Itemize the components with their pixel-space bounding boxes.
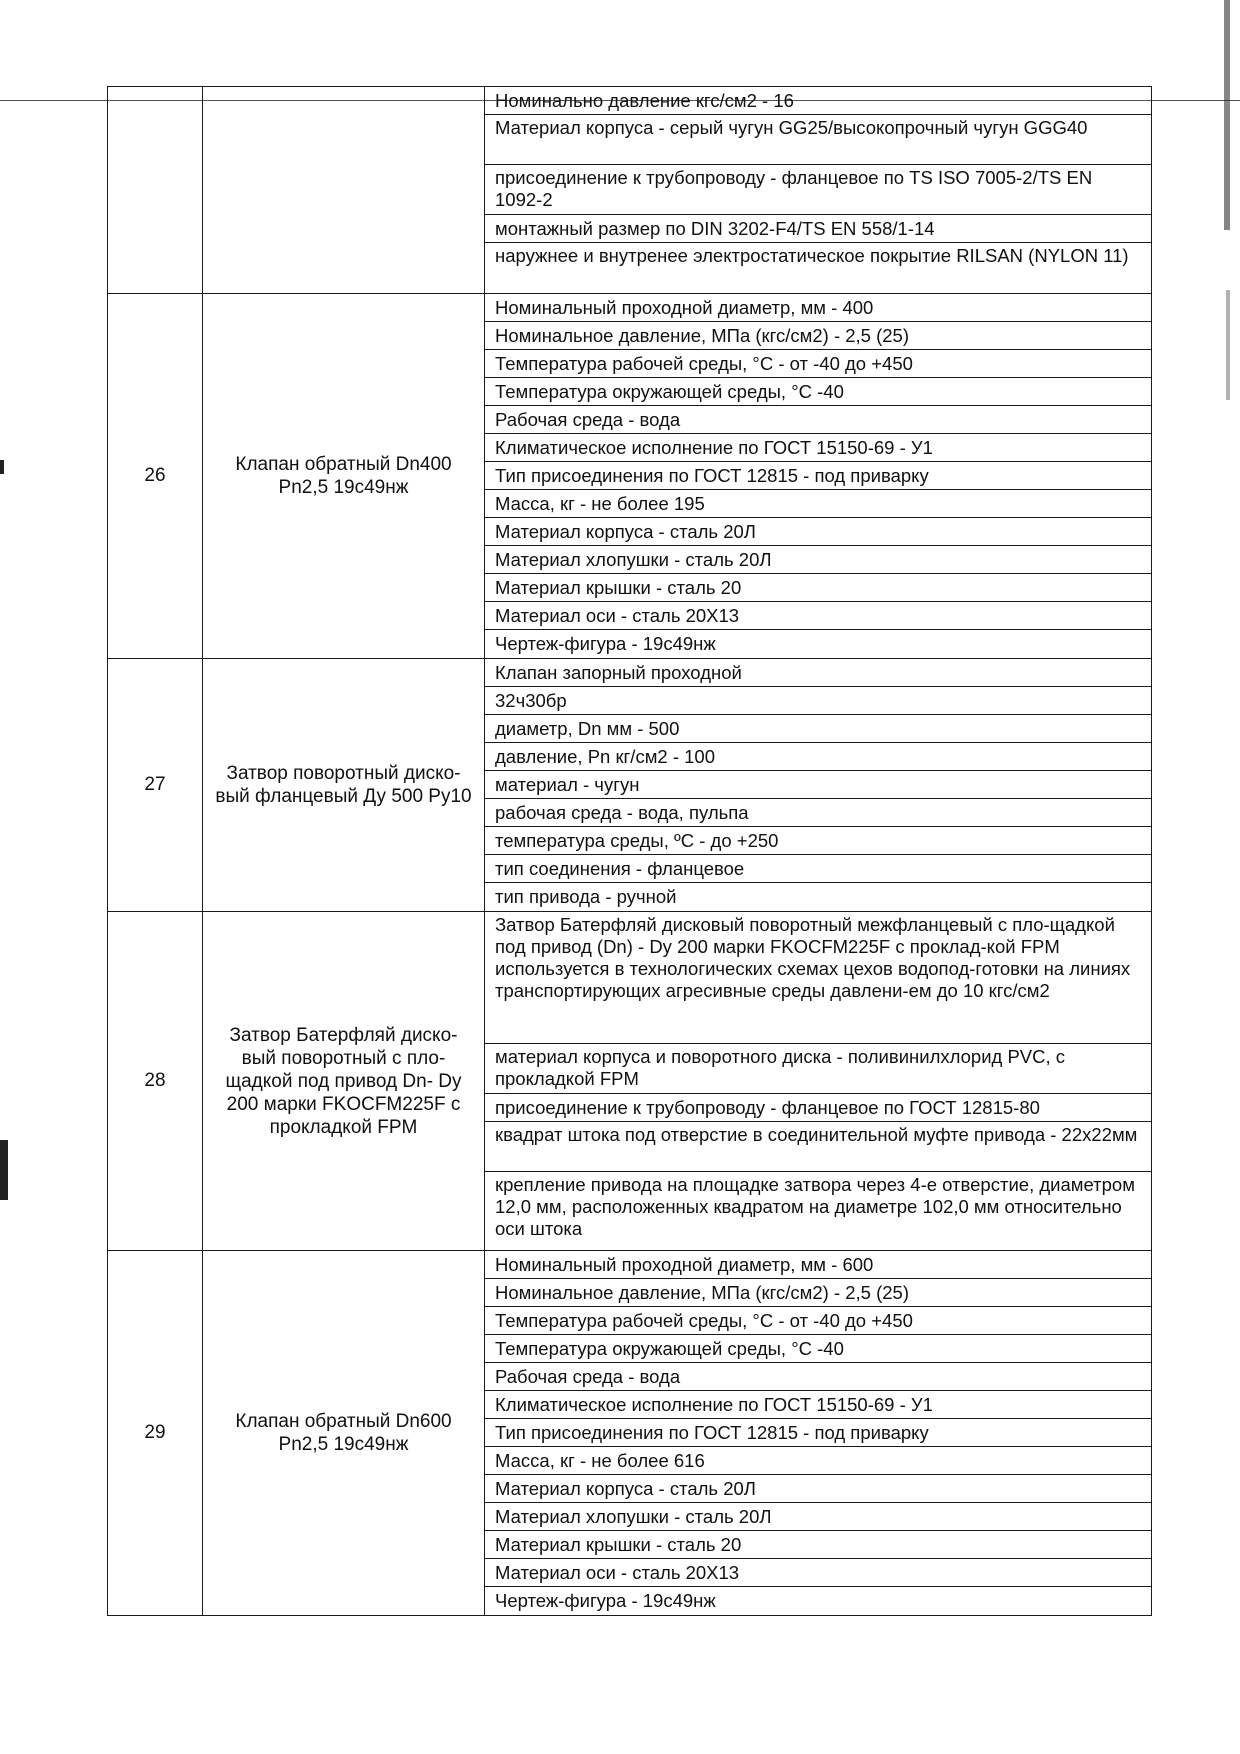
spec-list: [485, 87, 1152, 294]
spec-line: Материал хлопушки - сталь 20Л: [485, 546, 1151, 574]
spec-line: Материал хлопушки - сталь 20Л: [485, 1503, 1151, 1531]
spec-line: монтажный размер по DIN 3202-F4/TS EN 558/1-14: [485, 215, 1151, 243]
spec-line: Затвор Батерфляй дисковый поворотный межфланцевый с пло-щадкой под привод (Dn) - Dy 200 марки FKOCFM225F с проклад-кой FPM используется в технологических схемах цехов водопод-готовки на линиях транспортирующих агресивные среды давлени-ем до 10 кгс/см2: [485, 912, 1151, 1044]
spec-line: тип соединения - фланцевое: [485, 855, 1151, 883]
spec-line: Климатическое исполнение по ГОСТ 15150-69 - У1: [485, 434, 1151, 462]
spec-line: Климатическое исполнение по ГОСТ 15150-69 - У1: [485, 1391, 1151, 1419]
spec-line: присоединение к трубопроводу - фланцевое по TS ISO 7005-2/TS EN 1092-2: [485, 165, 1151, 215]
item-name: Клапан обратный Dn400 Pn2,5 19с49нж: [203, 294, 485, 659]
spec-line: Рабочая среда - вода: [485, 1363, 1151, 1391]
item-number: [108, 87, 203, 294]
item-number: 29: [108, 1251, 203, 1616]
spec-line: наружнее и внутренее электростатическое покрытие RILSAN (NYLON 11): [495, 245, 1129, 266]
spec-line: крепление привода на площадке затвора через 4-е отверстие, диаметром 12,0 мм, расположенных квадратом на диаметре 102,0 мм относительно оси штока: [495, 1174, 1135, 1239]
spec-line: Материал корпуса - сталь 20Л: [485, 518, 1151, 546]
item-name: [203, 87, 485, 294]
binding-mark: [1224, 0, 1230, 230]
spec-list: [485, 294, 1152, 659]
spec-line: давление, Pn кг/см2 - 100: [485, 743, 1151, 771]
spec-line: Материал крышки - сталь 20: [485, 574, 1151, 602]
spec-line: Материал корпуса - серый чугун GG25/высокопрочный чугун GGG40: [485, 115, 1151, 165]
spec-line: Масса, кг - не более 616: [485, 1447, 1151, 1475]
binding-mark: [0, 1140, 8, 1200]
spec-line: материал - чугун: [485, 771, 1151, 799]
item-name: Затвор поворотный диско-вый фланцевый Ду 500 Ру10: [203, 659, 485, 912]
spec-line: Номинальное давление, МПа (кгс/см2) - 2,5 (25): [485, 322, 1151, 350]
spec-line: рабочая среда - вода, пульпа: [485, 799, 1151, 827]
table-row: [108, 659, 1152, 912]
spec-list: [485, 912, 1152, 1251]
spec-line: 32ч30бр: [485, 687, 1151, 715]
spec-line: Масса, кг - не более 195: [485, 490, 1151, 518]
item-name: Клапан обратный Dn600 Pn2,5 19с49нж: [203, 1251, 485, 1616]
spec-line: Температура окружающей среды, °С -40: [485, 1335, 1151, 1363]
spec-line: Номинальный проходной диаметр, мм - 600: [485, 1251, 1151, 1279]
spec-line: Номинальный проходной диаметр, мм - 400: [485, 294, 1151, 322]
binding-mark: [0, 460, 4, 474]
spec-line: Материал оси - сталь 20Х13: [485, 1559, 1151, 1587]
table-row: [108, 294, 1152, 659]
spec-line: диаметр, Dn мм - 500: [485, 715, 1151, 743]
spec-line: материал корпуса и поворотного диска - поливинилхлорид PVC, с прокладкой FPM: [485, 1044, 1151, 1094]
table-row: [108, 912, 1152, 1251]
spec-line: Номинально давление кгс/см2 - 16: [485, 87, 1151, 115]
spec-line: Материал корпуса - сталь 20Л: [485, 1475, 1151, 1503]
spec-line: квадрат штока под отверстие в соединительной муфте привода - 22х22мм: [485, 1122, 1151, 1172]
spec-line: Тип присоединения по ГОСТ 12815 - под приварку: [485, 462, 1151, 490]
spec-list: [485, 659, 1152, 912]
spec-line: Температура окружающей среды, °С -40: [485, 378, 1151, 406]
binding-mark: [1226, 290, 1230, 400]
spec-line: Температура рабочей среды, °С - от -40 до +450: [485, 350, 1151, 378]
spec-line: присоединение к трубопроводу - фланцевое по ГОСТ 12815-80: [485, 1094, 1151, 1122]
spec-line: температура среды, ºС - до +250: [485, 827, 1151, 855]
specification-table: [107, 86, 1152, 1616]
table-row: [108, 87, 1152, 294]
spec-line: Чертеж-фигура - 19с49нж: [495, 633, 716, 654]
spec-line: Материал оси - сталь 20Х13: [485, 602, 1151, 630]
spec-list: [485, 1251, 1152, 1616]
spec-line: Клапан запорный проходной: [485, 659, 1151, 687]
spec-line: тип привода - ручной: [495, 886, 677, 907]
item-number: 26: [108, 294, 203, 659]
item-number: 27: [108, 659, 203, 912]
spec-line: Температура рабочей среды, °С - от -40 до +450: [485, 1307, 1151, 1335]
item-number: 28: [108, 912, 203, 1251]
spec-line: Тип присоединения по ГОСТ 12815 - под приварку: [485, 1419, 1151, 1447]
spec-line: Номинальное давление, МПа (кгс/см2) - 2,5 (25): [485, 1279, 1151, 1307]
spec-line: Материал крышки - сталь 20: [485, 1531, 1151, 1559]
table-row: [108, 1251, 1152, 1616]
spec-line: Чертеж-фигура - 19с49нж: [495, 1590, 716, 1611]
item-name: Затвор Батерфляй диско-вый поворотный с пло-щадкой под привод Dn- Dy 200 марки FKOCFM225F с прокладкой FPM: [203, 912, 485, 1251]
spec-line: Рабочая среда - вода: [485, 406, 1151, 434]
